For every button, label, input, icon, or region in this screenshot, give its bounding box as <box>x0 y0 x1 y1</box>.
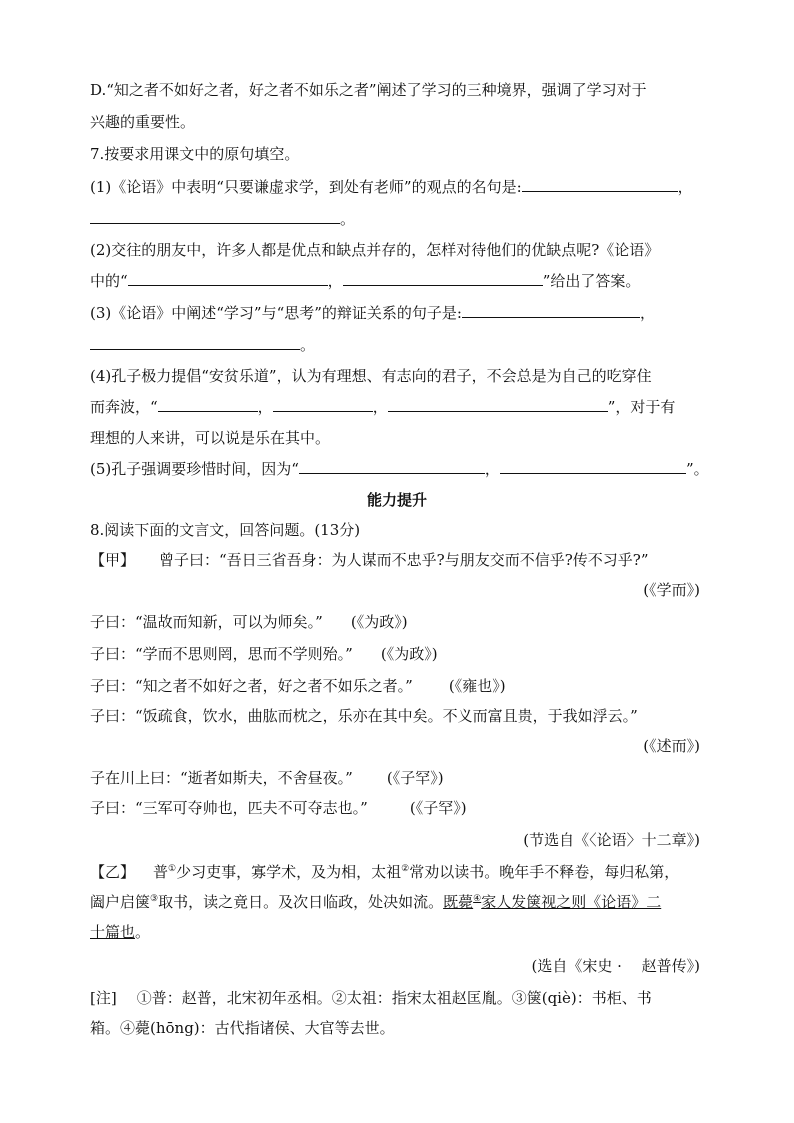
q7-item3-period: 。 <box>300 336 316 354</box>
q7-item1-prompt: (1)《论语》中表明“只要谦虚求学，到处有老师”的观点的名句是: <box>90 178 522 196</box>
answer-blank[interactable] <box>522 176 678 192</box>
analects-line <box>90 706 638 726</box>
analects-source: (《述而》) <box>643 737 700 755</box>
passage-yi-text: 常劝以读书。晚年手不释卷，每归私第， <box>409 863 680 881</box>
q7-item1-line2 <box>90 208 355 229</box>
option-d-line2: 兴趣的重要性。 <box>90 113 196 131</box>
q7-item2-comma: ， <box>327 272 343 290</box>
q7-item3-prompt: (3)《论语》中阐述“学习”与“思考”的辩证关系的句子是: <box>90 304 462 322</box>
passage-yi-source: (选自《宋史 · 赵普传》) <box>531 957 700 975</box>
passage-yi-text: 。 <box>135 923 151 941</box>
notes-text: ①普：赵普，北宋初年丞相。②太祖：指宋太祖赵匡胤。③箧(qiè)：书柜、书 <box>136 989 652 1007</box>
q7-item4-line3: 理想的人来讲，可以说是乐在其中。 <box>90 429 331 447</box>
answer-blank[interactable] <box>462 302 640 318</box>
notes-label: [注] <box>90 989 117 1007</box>
notes-line2: 箱。④薨(hōng)：古代指诸侯、大官等去世。 <box>90 1019 395 1037</box>
footnote-marker: ③ <box>150 894 159 904</box>
q7-item5-prefix: (5)孔子强调要珍惜时间，因为“ <box>90 460 299 478</box>
passage-jia-label: 【甲】 <box>90 551 136 569</box>
passage-jia-line1 <box>90 550 648 570</box>
q7-item4-comma1: ， <box>257 398 273 416</box>
analects-source: (《为政》) <box>350 613 408 631</box>
underlined-sentence: 既薨 <box>443 893 474 911</box>
q7-item2-prefix: 中的“ <box>90 272 128 290</box>
analects-text: 子曰：“三军可夺帅也，匹夫不可夺志也。” <box>90 799 368 817</box>
analects-line <box>90 612 408 632</box>
analects-text: 子曰：“温故而知新，可以为师矣。” <box>90 613 323 631</box>
q7-item1-period: 。 <box>340 210 356 228</box>
passage-jia-source: (《学而》) <box>643 581 700 599</box>
analects-line <box>90 644 438 664</box>
q7-item2-line2 <box>90 270 640 291</box>
q7-item1-comma: ， <box>677 178 693 196</box>
analects-line <box>90 676 506 696</box>
q7-item3-line2 <box>90 334 315 355</box>
option-d-line1: D.“知之者不如好之者，好之者不如乐之者”阐述了学习的三种境界，强调了学习对于 <box>90 81 647 99</box>
answer-blank[interactable] <box>90 334 300 350</box>
answer-blank[interactable] <box>343 270 543 286</box>
answer-blank[interactable] <box>299 458 485 474</box>
q7-item4-comma2: ， <box>372 398 388 416</box>
answer-blank[interactable] <box>500 458 686 474</box>
q7-item4-line2 <box>90 396 675 417</box>
analects-text: 子曰：“知之者不如好之者，好之者不如乐之者。” <box>90 677 413 695</box>
answer-blank[interactable] <box>158 396 258 412</box>
question-7-title: 7.按要求用课文中的原句填空。 <box>90 145 300 163</box>
analects-text: 子曰：“学而不思则罔，思而不学则殆。” <box>90 645 353 663</box>
answer-blank[interactable] <box>388 396 608 412</box>
analects-source: (《为政》) <box>380 645 438 663</box>
q7-item4-prefix: 而奔波，“ <box>90 398 158 416</box>
analects-source: (《子罕》) <box>386 769 444 787</box>
footnote-marker: ④ <box>473 894 482 904</box>
passage-yi-text: 普 <box>153 863 169 881</box>
passage-yi-line2 <box>90 892 661 912</box>
underlined-sentence: 十篇也 <box>90 923 136 941</box>
passage-yi-label: 【乙】 <box>90 863 136 881</box>
passage-yi-text: 取书，读之竟日。及次日临政，处决如流。 <box>158 893 444 911</box>
answer-blank[interactable] <box>128 270 328 286</box>
answer-blank[interactable] <box>273 396 373 412</box>
notes-line1 <box>90 988 652 1008</box>
analects-source: (《雍也》) <box>448 677 506 695</box>
q7-item5-line1 <box>90 458 709 479</box>
footnote-marker: ② <box>401 864 410 874</box>
passage-yi-text: 少习吏事，寡学术，及为相，太祖 <box>176 863 402 881</box>
passage-yi-line3 <box>90 922 150 942</box>
footnote-marker: ① <box>168 864 177 874</box>
q7-item5-suffix: ”。 <box>685 460 709 478</box>
answer-blank[interactable] <box>90 208 340 224</box>
analects-line <box>90 768 444 788</box>
q7-item2-suffix: ”给出了答案。 <box>542 272 641 290</box>
passage-jia-text: 曾子曰：“吾日三省吾身：为人谋而不忠乎?与朋友交而不信乎?传不习乎?” <box>159 551 649 569</box>
passage-yi-line1 <box>90 862 679 882</box>
q7-item4-line1: (4)孔子极力提倡“安贫乐道”，认为有理想、有志向的君子，不会总是为自己的吃穿住 <box>90 367 652 385</box>
passage-yi-text: 阖户启箧 <box>90 893 151 911</box>
underlined-sentence: 家人发箧视之则《论语》二 <box>481 893 662 911</box>
q7-item3-line1 <box>90 302 655 323</box>
q7-item2-line1: (2)交往的朋友中，许多人都是优点和缺点并存的，怎样对待他们的优缺点呢?《论语》 <box>90 241 660 259</box>
analects-text: 子在川上曰：“逝者如斯夫，不舍昼夜。” <box>90 769 353 787</box>
passage-jia-excerpt: (节选自《〈论语〉十二章》) <box>523 831 700 849</box>
analects-line <box>90 798 467 818</box>
analects-text: 子曰：“饭疏食，饮水，曲肱而枕之，乐亦在其中矣。不义而富且贵，于我如浮云。” <box>90 707 638 725</box>
q7-item4-suffix: ”，对于有 <box>607 398 676 416</box>
question-8-title: 8.阅读下面的文言文，回答问题。(13分) <box>90 521 361 539</box>
section-title: 能力提升 <box>366 491 427 509</box>
analects-source: (《子罕》) <box>409 799 467 817</box>
q7-item5-comma: ， <box>484 460 500 478</box>
q7-item1-line1 <box>90 176 693 197</box>
q7-item3-comma: ， <box>639 304 655 322</box>
